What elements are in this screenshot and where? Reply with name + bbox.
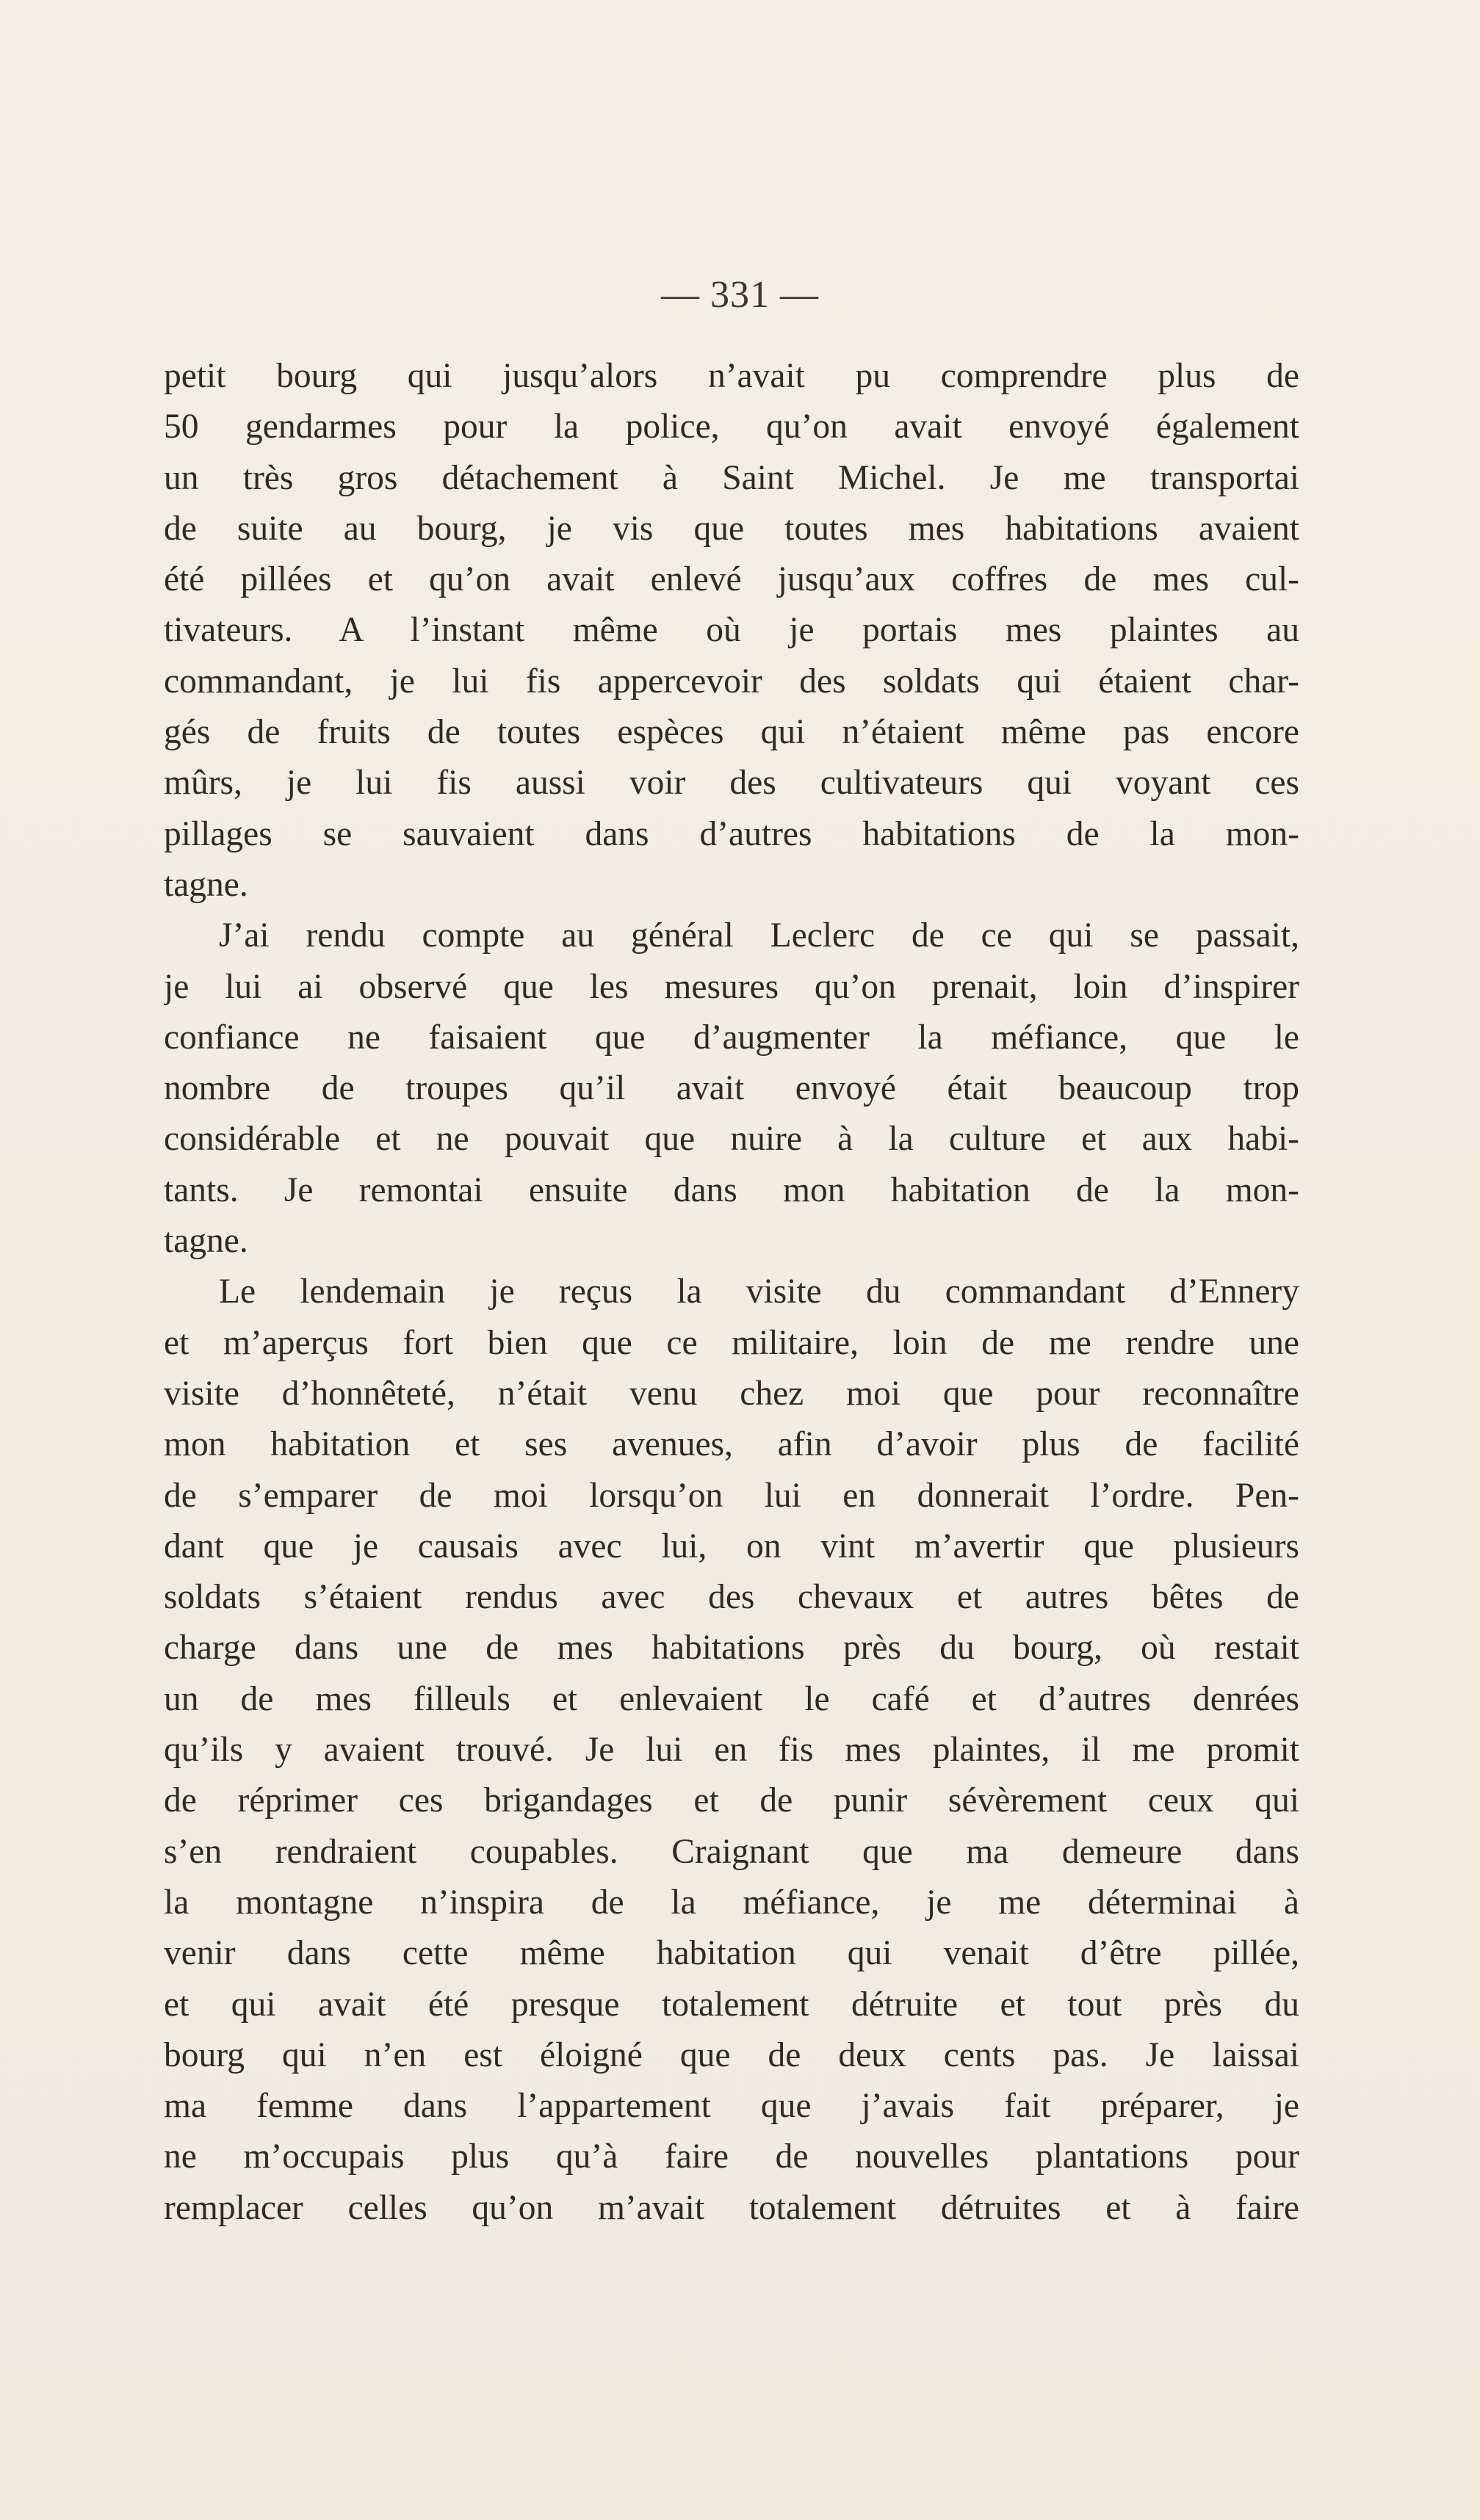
text-line-15: nombre de troupes qu’il avait envoyé était beaucoup trop: [164, 1069, 1299, 1108]
text-line-1: petit bourg qui jusqu’alors n’avait pu comprendre plus de: [164, 357, 1299, 395]
page-number: — 331 —: [661, 274, 819, 316]
text-line-30: s’en rendraient coupables. Craignant que ma demeure dans: [164, 1832, 1299, 1871]
text-line-24: dant que je causais avec lui, on vint m’avertir que plusieurs: [164, 1527, 1299, 1565]
text-line-20: et m’aperçus fort bien que ce militaire, loin de me rendre une: [164, 1323, 1299, 1362]
text-line-9: mûrs, je lui fis aussi voir des cultivateurs qui voyant ces: [164, 764, 1299, 803]
text-line-35: ma femme dans l’appartement que j’avais fait préparer, je: [164, 2087, 1299, 2126]
text-line-17: tants. Je remontai ensuite dans mon habitation de la mon-: [164, 1170, 1299, 1209]
text-line-8: gés de fruits de toutes espèces qui n’étaient même pas encore: [164, 713, 1299, 752]
text-line-14: confiance ne faisaient que d’augmenter la méfiance, que le: [164, 1018, 1299, 1057]
text-line-6: tivateurs. A l’instant même où je portais mes plaintes au: [164, 611, 1299, 650]
text-line-3: un très gros détachement à Saint Michel. Je me transportai: [164, 458, 1299, 497]
text-line-18: tagne.: [164, 1222, 248, 1261]
text-line-21: visite d’honnêteté, n’était venu chez moi que pour reconnaître: [164, 1374, 1299, 1413]
text-line-27: un de mes filleuls et enlevaient le café et d’autres denrées: [164, 1679, 1299, 1718]
text-line-31: la montagne n’inspira de la méfiance, je me déterminai à: [164, 1883, 1299, 1922]
text-line-19: Le lendemain je reçus la visite du commandant d’Ennery: [219, 1272, 1299, 1311]
text-line-25: soldats s’étaient rendus avec des chevaux et autres bêtes de: [164, 1578, 1299, 1617]
text-line-4: de suite au bourg, je vis que toutes mes habitations avaient: [164, 509, 1299, 548]
text-line-28: qu’ils y avaient trouvé. Je lui en fis mes plaintes, il me promit: [164, 1731, 1299, 1770]
text-line-26: charge dans une de mes habitations près du bourg, où restait: [164, 1629, 1299, 1668]
text-line-5: été pillées et qu’on avait enlevé jusqu’aux coffres de mes cul-: [164, 560, 1299, 599]
text-line-32: venir dans cette même habitation qui venait d’être pillée,: [164, 1934, 1299, 1973]
text-line-12: J’ai rendu compte au général Leclerc de ce qui se passait,: [219, 916, 1299, 955]
text-line-11: tagne.: [164, 865, 248, 904]
text-line-10: pillages se sauvaient dans d’autres habitations de la mon-: [164, 814, 1299, 853]
text-line-13: je lui ai observé que les mesures qu’on prenait, loin d’inspirer: [164, 967, 1299, 1006]
text-line-34: bourg qui n’en est éloigné que de deux cents pas. Je laissai: [164, 2035, 1299, 2074]
text-line-33: et qui avait été presque totalement détruite et tout près du: [164, 1985, 1299, 2024]
text-line-29: de réprimer ces brigandages et de punir sévèrement ceux qui: [164, 1781, 1299, 1820]
body-text: [164, 351, 1299, 2234]
text-line-7: commandant, je lui fis appercevoir des soldats qui étaient char-: [164, 662, 1299, 700]
text-line-36: ne m’occupais plus qu’à faire de nouvelles plantations pour: [164, 2137, 1299, 2176]
text-line-37: remplacer celles qu’on m’avait totalement détruites et à faire: [164, 2188, 1299, 2227]
text-line-16: considérable et ne pouvait que nuire à la culture et aux habi-: [164, 1120, 1299, 1159]
text-line-2: 50 gendarmes pour la police, qu’on avait envoyé également: [164, 408, 1299, 446]
text-line-23: de s’emparer de moi lorsqu’on lui en donnerait l’ordre. Pen-: [164, 1476, 1299, 1515]
text-line-22: mon habitation et ses avenues, afin d’avoir plus de facilité: [164, 1425, 1299, 1464]
